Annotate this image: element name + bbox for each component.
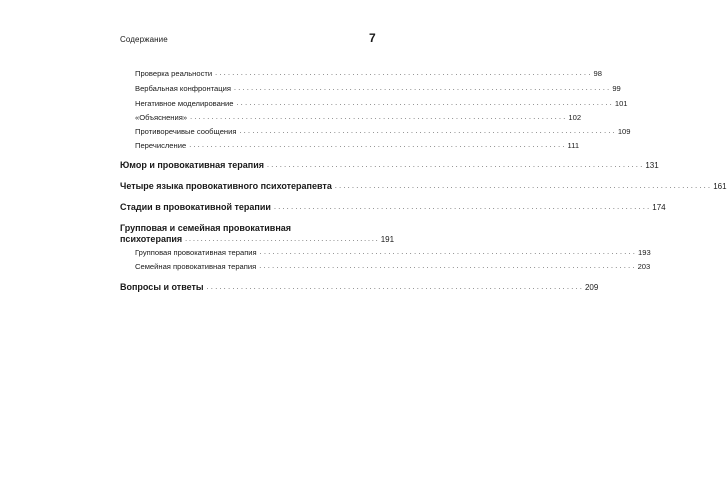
toc-entry-page: 203 (637, 262, 651, 271)
toc-entry-title: Вопросы и ответы (120, 282, 204, 292)
toc-entry-title: Групповая провокативная терапия (135, 248, 257, 257)
toc-entry-humor[interactable] (120, 160, 659, 170)
dot-leader (215, 70, 590, 77)
toc-entry-reality-check[interactable] (135, 69, 602, 78)
toc-entry-page: 209 (584, 283, 599, 292)
toc-entry-line2 (120, 234, 395, 244)
dot-leader (207, 284, 582, 291)
dot-leader (274, 204, 649, 211)
dot-leader (234, 85, 609, 92)
toc-entry-title: Семейная провокативная терапия (135, 262, 257, 271)
toc-entry-page: 109 (617, 127, 631, 136)
toc-entry-title: «Объяснения» (135, 113, 188, 122)
toc-entry-negative-modeling[interactable] (135, 99, 628, 108)
toc-entry-page: 101 (614, 99, 628, 108)
toc-entry-stages[interactable] (120, 202, 666, 212)
toc-entry-title: Стадии в провокативной терапии (120, 202, 271, 212)
toc-entry-page: 193 (638, 248, 651, 257)
toc-entry-family-therapy[interactable] (135, 262, 651, 271)
toc-entry-page: 102 (568, 113, 582, 122)
toc-entry-page: 191 (380, 235, 395, 244)
toc-entry-title: Юмор и провокативная терапия (120, 160, 265, 170)
dot-leader (190, 114, 565, 121)
toc-entry-title: Четыре языка провокативного психотерапевта (120, 181, 332, 191)
dot-leader (189, 142, 564, 149)
toc-entry-explanations[interactable] (135, 113, 582, 122)
toc-entry-page: 111 (567, 141, 580, 150)
dot-leader (267, 162, 642, 169)
dot-leader (260, 249, 635, 256)
toc-entry-page: 131 (645, 161, 659, 170)
toc-entry-page: 98 (593, 69, 602, 78)
toc-entry-title-line1: Групповая и семейная провокативная (120, 223, 292, 233)
toc-entry-title: Негативное моделирование (135, 99, 234, 108)
toc-entry-four-languages[interactable] (120, 181, 727, 191)
toc-entry-group-therapy[interactable] (135, 248, 651, 257)
running-head: Содержание (120, 35, 168, 44)
toc-entry-enumeration[interactable] (135, 141, 580, 150)
dot-leader (335, 183, 710, 190)
toc-entry-page: 161 (713, 182, 727, 191)
dot-leader (239, 128, 614, 135)
toc-entry-title: Проверка реальности (135, 69, 213, 78)
dot-leader: . . . . . . . . . . . . . . . . . . . . . . . . . . . . . . . . . . . . . . . . . . . . . . . . . . (185, 236, 378, 243)
page-number: 7 (369, 31, 376, 45)
toc-entry-title: Вербальная конфронтация (135, 84, 231, 93)
toc-entry-questions-answers[interactable] (120, 282, 599, 292)
toc-entry-group-family[interactable] (120, 223, 395, 244)
toc-entry-page: 174 (652, 203, 666, 212)
toc-entry-verbal-confrontation[interactable] (135, 84, 621, 93)
toc-entry-title-line2: психотерапия (120, 234, 183, 244)
dot-leader (237, 100, 612, 107)
toc-entry-contradictory-messages[interactable] (135, 127, 631, 136)
toc-entry-title: Противоречивые сообщения (135, 127, 237, 136)
toc-entry-title: Перечисление (135, 141, 187, 150)
dot-leader (259, 263, 634, 270)
toc-entry-page: 99 (612, 84, 621, 93)
